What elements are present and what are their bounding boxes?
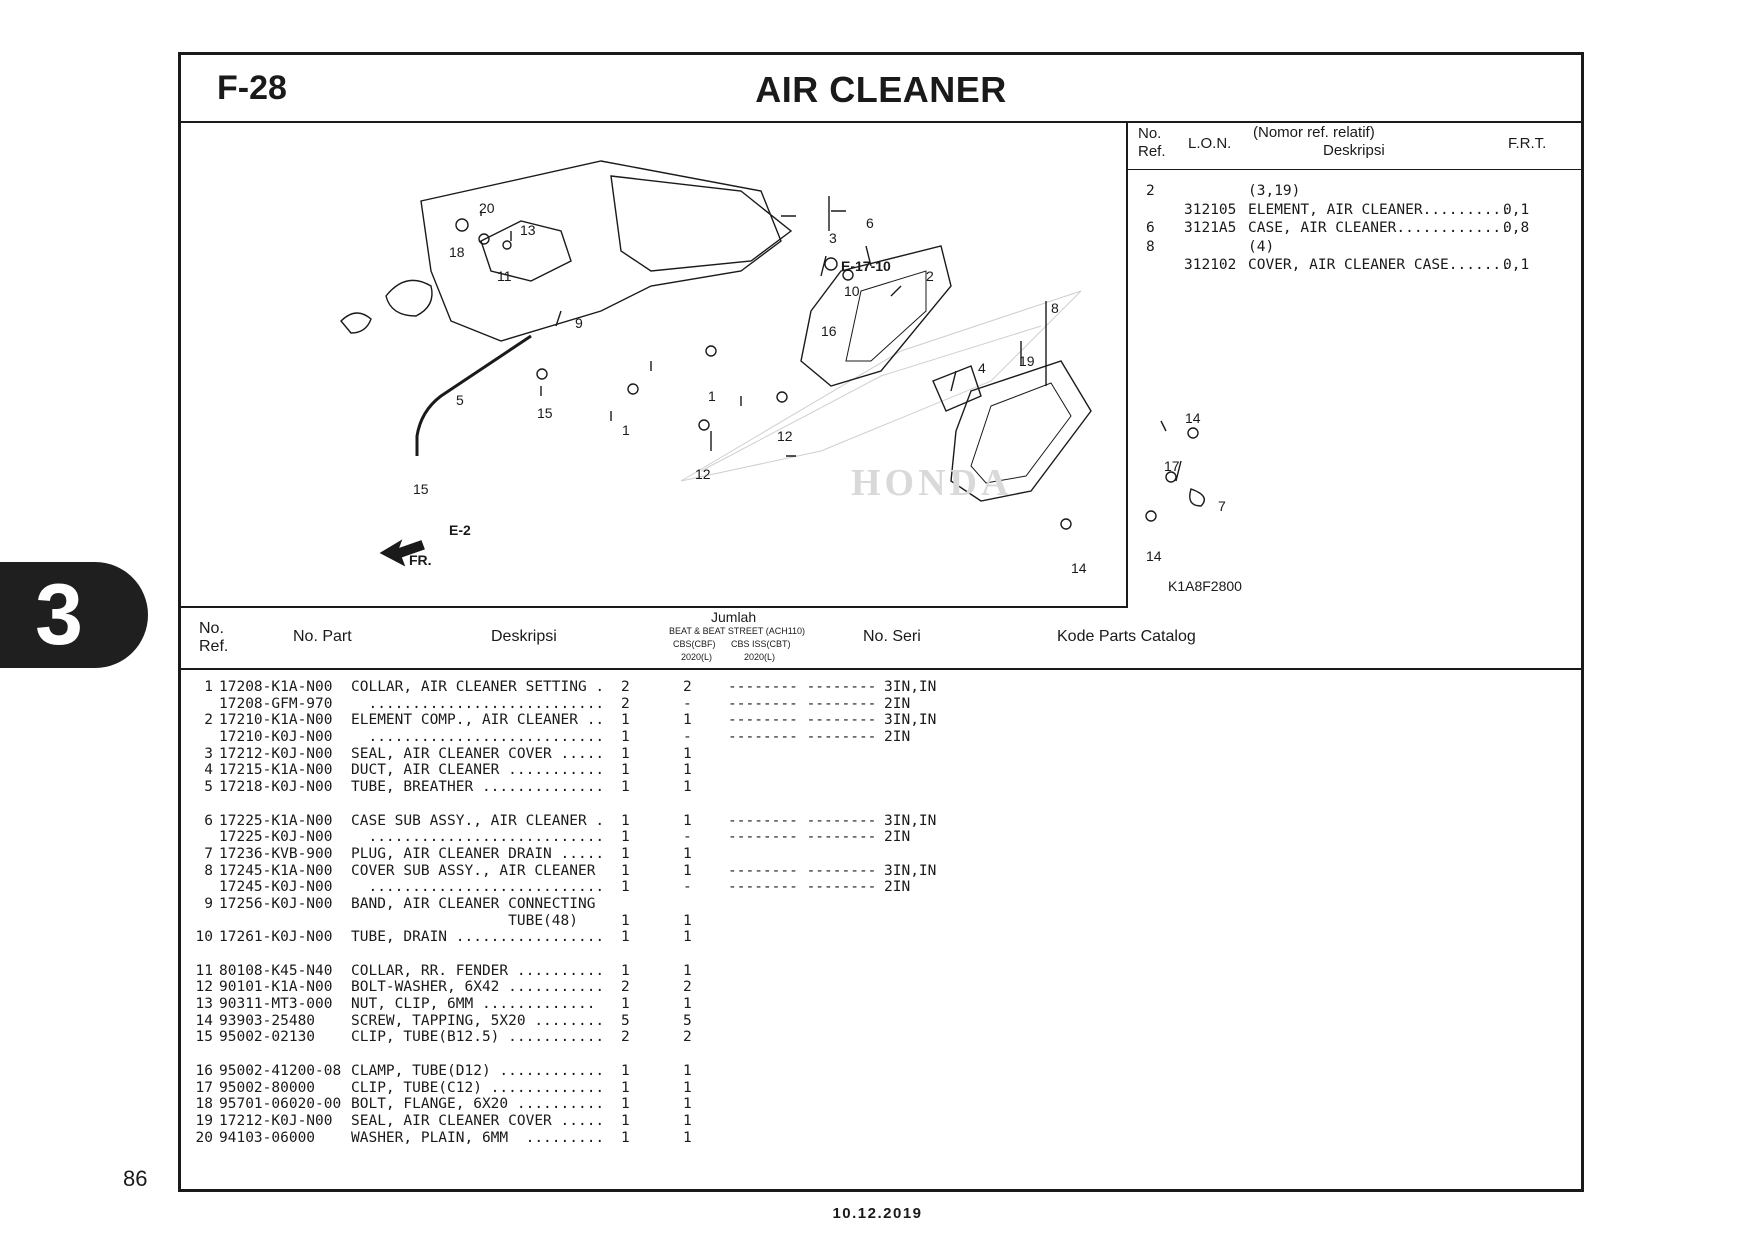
labor-row: [1128, 257, 1581, 276]
ref-header-desc: Deskripsi: [1323, 142, 1385, 159]
cell-qa: 1: [621, 996, 630, 1013]
cell-desc: BOLT, FLANGE, 6X20 ..........: [351, 1096, 605, 1113]
cell-desc: ...........................: [351, 729, 605, 746]
header-quantity: Jumlah: [711, 609, 757, 625]
catalog-page-frame: [178, 52, 1584, 1192]
table-row: [181, 863, 1581, 880]
cell-desc: BAND, AIR CLEANER CONNECTING: [351, 895, 596, 912]
cell-ref: 8: [204, 862, 213, 879]
cell-qa: 1: [621, 912, 630, 929]
cell-qa: 1: [621, 745, 630, 762]
page-header: [181, 55, 1581, 123]
cell-qa: 1: [621, 929, 630, 946]
band-part: [341, 313, 371, 333]
cell-desc: TUBE, DRAIN .................: [351, 929, 605, 946]
table-row: [181, 1113, 1581, 1130]
cell-qb: 2: [683, 979, 692, 996]
cell-qa: 1: [621, 762, 630, 779]
header-variant-b: CBS ISS(CBT): [731, 639, 791, 649]
ref-header-lon: L.O.N.: [1188, 135, 1232, 152]
cell-part: 17225-K1A-N00: [219, 812, 333, 829]
duct-mouth: [386, 280, 432, 316]
cell-part: 17245-K1A-N00: [219, 862, 333, 879]
cell-qa: 1: [621, 779, 630, 796]
callout: 20: [479, 200, 495, 216]
group-spacer: [181, 1046, 1581, 1063]
callout: 12: [695, 466, 711, 482]
cell-qb: -: [683, 729, 692, 746]
cell-qb: 1: [683, 1096, 692, 1113]
cell-part: 80108-K45-N40: [219, 962, 333, 979]
cell-serial: -------- --------: [728, 829, 877, 846]
labor-ref: 8: [1146, 238, 1155, 255]
header-no: No.: [199, 620, 224, 637]
cell-part: 17218-K0J-N00: [219, 779, 333, 796]
cell-qa: 1: [621, 829, 630, 846]
table-row: [181, 679, 1581, 696]
case-body-outline: [421, 161, 781, 341]
cell-qa: 2: [621, 979, 630, 996]
cell-desc: BOLT-WASHER, 6X42 ...........: [351, 979, 605, 996]
cell-qa: 1: [621, 1062, 630, 1079]
cell-qb: 2: [683, 1029, 692, 1046]
cell-desc: CLIP, TUBE(C12) .............: [351, 1079, 605, 1096]
callout: 4: [978, 360, 986, 376]
cell-desc: TUBE, BREATHER ..............: [351, 779, 605, 796]
callout: 11: [497, 268, 512, 284]
cell-qb: 1: [683, 862, 692, 879]
cell-qa: 1: [621, 862, 630, 879]
honda-wing-watermark: [681, 291, 1081, 481]
cell-part: 17210-K1A-N00: [219, 712, 333, 729]
cell-part: 17245-K0J-N00: [219, 879, 333, 896]
cell-ref: 17: [195, 1079, 213, 1096]
table-row: [181, 729, 1581, 746]
cell-ref: 18: [195, 1096, 213, 1113]
header-part-number: No. Part: [293, 628, 352, 645]
callout: 13: [520, 222, 536, 238]
callout: 12: [777, 428, 793, 444]
table-row: [181, 1096, 1581, 1113]
cell-qb: 1: [683, 962, 692, 979]
cell-serial: -------- --------: [728, 712, 877, 729]
cell-catalog: 2IN: [884, 729, 911, 746]
cell-qb: 1: [683, 779, 692, 796]
header-year-a: 2020(L): [681, 652, 713, 662]
cell-qb: 1: [683, 812, 692, 829]
table-row: [181, 846, 1581, 863]
cell-qb: 1: [683, 845, 692, 862]
table-row: [181, 696, 1581, 713]
table-row: [181, 913, 1581, 930]
cell-qb: 1: [683, 1062, 692, 1079]
header-catalog-code: Kode Parts Catalog: [1057, 628, 1196, 645]
cell-desc: ELEMENT COMP., AIR CLEANER ..: [351, 712, 605, 729]
cell-part: 17225-K0J-N00: [219, 829, 333, 846]
cell-qb: 1: [683, 762, 692, 779]
table-row: [181, 1130, 1581, 1147]
cell-desc: DUCT, AIR CLEANER ...........: [351, 762, 605, 779]
table-row: [181, 1063, 1581, 1080]
labor-row: [1128, 220, 1581, 239]
cell-desc: ...........................: [351, 695, 605, 712]
cell-part: 17215-K1A-N00: [219, 762, 333, 779]
cell-desc: COLLAR, RR. FENDER ..........: [351, 962, 605, 979]
cell-qb: -: [683, 829, 692, 846]
front-label: FR.: [409, 552, 432, 568]
labor-frt: 0,8: [1503, 220, 1530, 236]
cell-ref: 13: [195, 996, 213, 1013]
labor-desc: COVER, AIR CLEANER CASE.......: [1248, 257, 1510, 273]
table-row: [181, 1029, 1581, 1046]
callout: 9: [575, 315, 583, 331]
seal-outline: [611, 176, 791, 271]
cell-part: 95002-80000: [219, 1079, 316, 1096]
labor-row: [1128, 183, 1581, 202]
callout: 16: [821, 323, 837, 339]
cell-part: 94103-06000: [219, 1129, 316, 1146]
table-row: [181, 746, 1581, 763]
labor-desc: CASE, AIR CLEANER.............: [1248, 220, 1510, 236]
cell-part: 17212-K0J-N00: [219, 745, 333, 762]
cell-desc: PLUG, AIR CLEANER DRAIN .....: [351, 845, 605, 862]
cell-qa: 5: [621, 1012, 630, 1029]
cell-qb: 1: [683, 929, 692, 946]
table-row: [181, 996, 1581, 1013]
cell-part: 90311-MT3-000: [219, 996, 333, 1013]
parts-table-header: [181, 608, 1581, 670]
callout: 15: [413, 481, 429, 497]
cell-qb: 1: [683, 712, 692, 729]
ref-header-desc-note: (Nomor ref. relatif): [1253, 124, 1375, 141]
callout: 6: [866, 215, 874, 231]
cell-ref: 5: [204, 779, 213, 796]
cell-qa: 2: [621, 679, 630, 695]
labor-desc: (3,19): [1248, 183, 1301, 199]
cell-catalog: 2IN: [884, 695, 911, 712]
cell-part: 95701-06020-00: [219, 1096, 342, 1113]
header-description: Deskripsi: [491, 628, 557, 645]
cell-catalog: 3IN,IN: [884, 712, 937, 729]
cell-ref: 15: [195, 1029, 213, 1046]
page-title: AIR CLEANER: [755, 69, 1007, 110]
section-code: F-28: [217, 69, 287, 107]
cell-ref: 12: [195, 979, 213, 996]
cell-desc: SEAL, AIR CLEANER COVER .....: [351, 1112, 605, 1129]
cell-catalog: 3IN,IN: [884, 862, 937, 879]
callout: 19: [1019, 353, 1035, 369]
cell-qa: 1: [621, 962, 630, 979]
table-row: [181, 779, 1581, 796]
cell-serial: -------- --------: [728, 729, 877, 746]
labor-row: [1128, 202, 1581, 221]
header-variant-a: CBS(CBF): [673, 639, 716, 649]
cell-part: 17212-K0J-N00: [219, 1112, 333, 1129]
cell-desc: SCREW, TAPPING, 5X20 ........: [351, 1012, 605, 1029]
cell-desc: COLLAR, AIR CLEANER SETTING .: [351, 679, 605, 695]
table-row: [181, 829, 1581, 846]
cell-qa: 1: [621, 845, 630, 862]
header-ref: Ref.: [199, 638, 229, 655]
cell-desc: CASE SUB ASSY., AIR CLEANER .: [351, 812, 605, 829]
cell-serial: -------- --------: [728, 862, 877, 879]
cell-serial: -------- --------: [728, 679, 877, 695]
labor-table-rows: [1128, 183, 1581, 276]
header-model: BEAT & BEAT STREET (ACH110): [669, 626, 806, 636]
ref-header-no: No.: [1138, 125, 1162, 142]
cell-ref: 1: [204, 679, 213, 695]
cell-desc: COVER SUB ASSY., AIR CLEANER: [351, 862, 596, 879]
table-row: [181, 813, 1581, 830]
callout: 14: [1185, 410, 1201, 426]
cell-part: 93903-25480: [219, 1012, 316, 1029]
labor-ref: 6: [1146, 220, 1155, 236]
cell-qa: 1: [621, 1079, 630, 1096]
parts-table-body: [181, 679, 1581, 1146]
cell-qa: 2: [621, 695, 630, 712]
cell-part: 17261-K0J-N00: [219, 929, 333, 946]
labor-row: [1128, 239, 1581, 258]
figure-code: K1A8F2800: [1168, 578, 1242, 594]
cell-part: 95002-02130: [219, 1029, 316, 1046]
cell-part: 17256-K0J-N00: [219, 895, 333, 912]
cell-desc: TUBE(48): [351, 912, 578, 929]
callout: 15: [537, 405, 553, 421]
labor-frt: 0,1: [1503, 257, 1530, 273]
cell-ref: 11: [195, 962, 213, 979]
cell-ref: 14: [195, 1012, 213, 1029]
table-row: [181, 712, 1581, 729]
callout: 17: [1164, 458, 1180, 474]
cell-desc: WASHER, PLAIN, 6MM .........: [351, 1129, 605, 1146]
cell-ref: 9: [204, 895, 213, 912]
honda-watermark: HONDA: [851, 462, 1013, 504]
cell-desc: CLAMP, TUBE(D12) ............: [351, 1062, 605, 1079]
cell-qa: 1: [621, 1129, 630, 1146]
cross-reference-label: E-2: [449, 522, 471, 538]
labor-desc: (4): [1248, 238, 1275, 255]
table-row: [181, 896, 1581, 913]
header-year-b: 2020(L): [744, 652, 776, 662]
cell-catalog: 2IN: [884, 829, 911, 846]
cell-ref: 10: [195, 929, 213, 946]
cell-qa: 1: [621, 879, 630, 896]
ref-header-frt: F.R.T.: [1508, 135, 1547, 152]
callout: 14: [1071, 560, 1087, 576]
diagram-linework: [341, 161, 1204, 565]
breather-tube: [417, 336, 531, 456]
callout: 1: [622, 422, 630, 438]
cell-catalog: 3IN,IN: [884, 812, 937, 829]
table-row: [181, 1013, 1581, 1030]
table-row: [181, 979, 1581, 996]
callout: 1: [708, 388, 716, 404]
table-row: [181, 963, 1581, 980]
cell-desc: ...........................: [351, 829, 605, 846]
cell-qb: 1: [683, 745, 692, 762]
cell-ref: 2: [204, 712, 213, 729]
cell-ref: 16: [195, 1062, 213, 1079]
callout: 14: [1146, 548, 1162, 564]
cell-qa: 1: [621, 712, 630, 729]
table-row: [181, 929, 1581, 946]
cell-part: 17210-K0J-N00: [219, 729, 333, 746]
cell-qa: 1: [621, 1112, 630, 1129]
table-row: [181, 879, 1581, 896]
cell-part: 95002-41200-08: [219, 1062, 342, 1079]
labor-desc: ELEMENT, AIR CLEANER..........: [1248, 201, 1510, 218]
cell-ref: 6: [204, 812, 213, 829]
cell-catalog: 2IN: [884, 879, 911, 896]
cell-ref: 3: [204, 745, 213, 762]
labor-lon: 3121A5: [1184, 220, 1237, 236]
cell-qb: 5: [683, 1012, 692, 1029]
chapter-tab: 3: [0, 562, 148, 668]
callout: 3: [829, 230, 837, 246]
header-serial: No. Seri: [863, 628, 921, 645]
cell-part: 17236-KVB-900: [219, 845, 333, 862]
cell-ref: 4: [204, 762, 213, 779]
cell-ref: 19: [195, 1112, 213, 1129]
cell-ref: 7: [204, 845, 213, 862]
cell-desc: ...........................: [351, 879, 605, 896]
cell-qa: 1: [621, 1096, 630, 1113]
cell-ref: 20: [195, 1129, 213, 1146]
cell-desc: SEAL, AIR CLEANER COVER .....: [351, 745, 605, 762]
cell-serial: -------- --------: [728, 695, 877, 712]
cell-serial: -------- --------: [728, 879, 877, 896]
callout: 2: [926, 268, 934, 284]
labor-frt: 0,1: [1503, 201, 1530, 218]
callout: 18: [449, 244, 465, 260]
cell-part: 17208-GFM-970: [219, 695, 333, 712]
labor-ref: 2: [1146, 183, 1155, 199]
cell-qb: 1: [683, 996, 692, 1013]
group-spacer: [181, 796, 1581, 813]
cell-qb: 1: [683, 912, 692, 929]
print-date: 10.12.2019: [832, 1205, 923, 1222]
callout: 5: [456, 392, 464, 408]
cross-reference-label: E-17-10: [841, 258, 891, 274]
cell-serial: -------- --------: [728, 812, 877, 829]
cell-qb: 1: [683, 1129, 692, 1146]
callout: 10: [844, 283, 860, 299]
cell-catalog: 3IN,IN: [884, 679, 937, 695]
callout: 7: [1218, 498, 1226, 514]
cell-qb: -: [683, 695, 692, 712]
cell-qa: 1: [621, 729, 630, 746]
cell-qb: 1: [683, 1112, 692, 1129]
cell-qb: 2: [683, 679, 692, 695]
cell-desc: NUT, CLIP, 6MM .............: [351, 996, 596, 1013]
table-row: [181, 762, 1581, 779]
labor-lon: 312102: [1184, 257, 1237, 273]
callout: 8: [1051, 300, 1059, 316]
cell-qa: 2: [621, 1029, 630, 1046]
group-spacer: [181, 946, 1581, 963]
table-row: [181, 1080, 1581, 1097]
cell-qa: 1: [621, 812, 630, 829]
labor-table-header: [1128, 121, 1581, 170]
labor-lon: 312105: [1184, 201, 1237, 218]
labor-reference-panel: [1128, 121, 1581, 608]
page-number: 86: [123, 1166, 148, 1191]
ref-header-ref: Ref.: [1138, 143, 1166, 160]
cell-part: 90101-K1A-N00: [219, 979, 333, 996]
cell-qb: 1: [683, 1079, 692, 1096]
cell-qb: -: [683, 879, 692, 896]
cell-part: 17208-K1A-N00: [219, 679, 333, 695]
cell-desc: CLIP, TUBE(B12.5) ...........: [351, 1029, 605, 1046]
